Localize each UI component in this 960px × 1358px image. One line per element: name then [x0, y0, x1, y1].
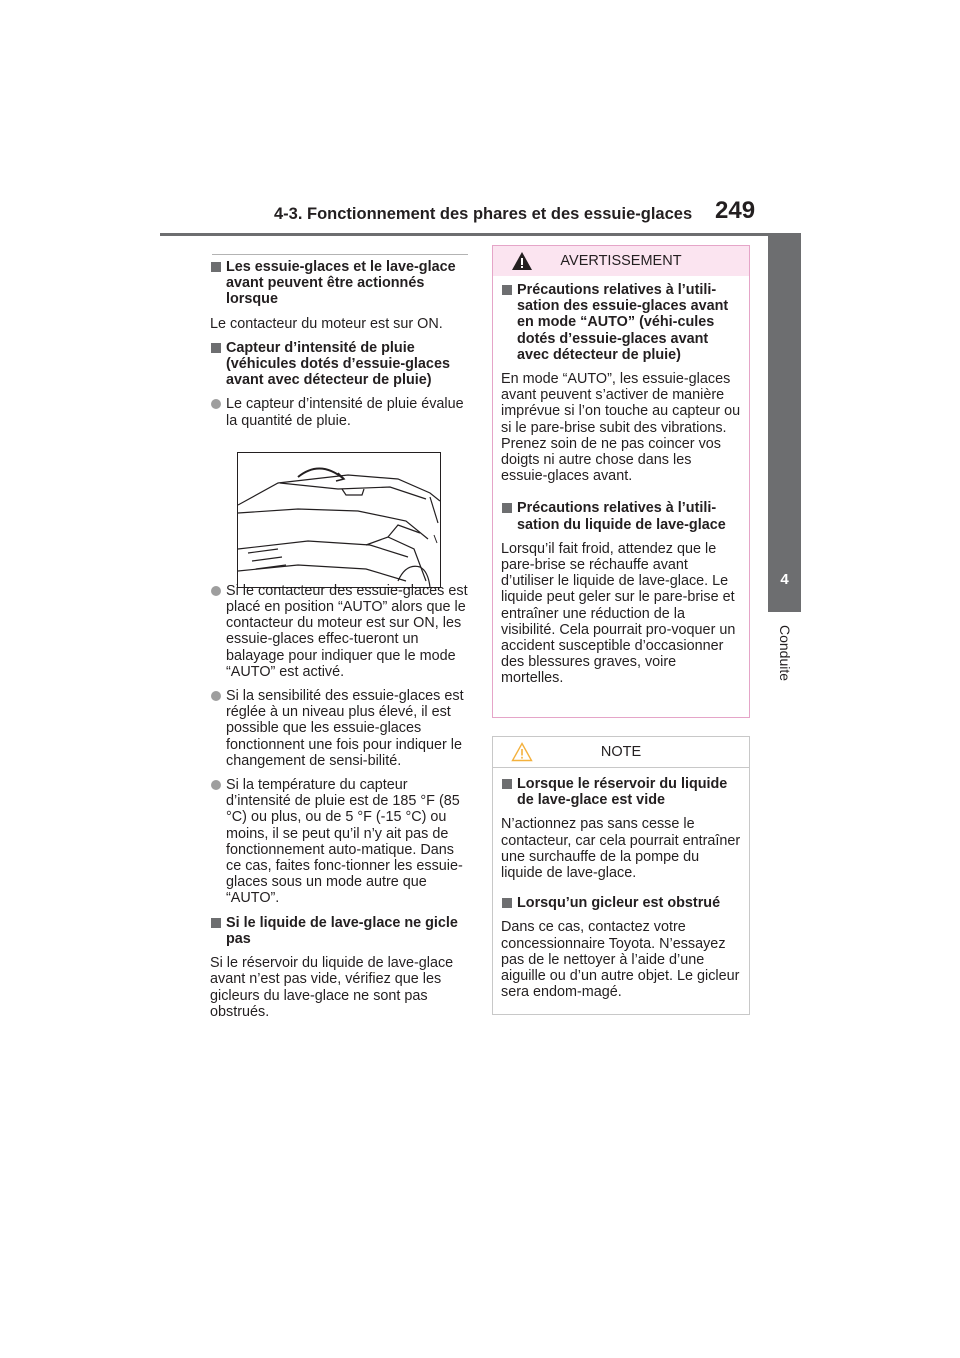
round-bullet-icon [211, 780, 221, 790]
section-title: 4-3. Fonctionnement des phares et des essuie-glaces [274, 205, 693, 223]
note-box [492, 736, 750, 1015]
paragraph-engine-on: Le contacteur du moteur est sur ON. [210, 315, 443, 332]
paragraph-cold-weather-warning: Lorsqu’il fait froid, attendez que le pare-brise se réchauffe avant d’utiliser le liquide de lave-glace. Le liquide peut geler sur le pare-brise et entraîner une réduction de la visibilité. Cela pourrait pro-voquer un accident susceptible d’occasionner des blessures graves, voire mortelles. [501, 540, 736, 687]
heading-nozzle-blocked [501, 895, 741, 911]
note-body [493, 768, 749, 1000]
heading-auto-mode-precautions [501, 282, 741, 363]
paragraph-auto-mode-warning: En mode “AUTO”, les essuie-glaces avant peuvent s’activer de manière imprévue si l’on touche au capteur ou si le pare-brise subit des vibrations. Prenez soin de ne pas coincer vos doigts ni autre chose dans les essuie-glaces avant. [501, 371, 741, 485]
car-windshield-illustration [237, 452, 441, 588]
heading-text: Les essuie-glaces et le lave-glace avant peuvent être actionnés lorsque [226, 259, 456, 308]
page-number: 249 [715, 197, 756, 224]
heading-rain-sensor [210, 340, 472, 389]
square-bullet-icon [211, 918, 221, 928]
warning-box [492, 245, 750, 718]
note-label: NOTE [600, 744, 642, 760]
bullet-auto-mode [210, 583, 472, 680]
bullet-sensitivity [210, 688, 472, 769]
heading-text: Précautions relatives à l’utili-sation du liquide de lave-glace [517, 500, 726, 533]
square-bullet-icon [502, 779, 512, 789]
heading-text: Lorsqu’un gicleur est obstrué [517, 895, 721, 912]
warning-header [493, 246, 749, 276]
bullet-temperature [210, 777, 472, 907]
bullet-text: Si le contacteur des essuie-glaces est placé en position “AUTO” alors que le contacteur du moteur est sur ON, les essuie-glaces effec-tueront un balayage pour indiquer que le mode “AUTO” est activé. [226, 582, 468, 680]
square-bullet-icon [211, 343, 221, 353]
column-rule [212, 254, 468, 255]
chapter-label-text: Conduite [777, 624, 793, 682]
warning-body [493, 276, 749, 687]
chapter-tab [768, 236, 801, 612]
square-bullet-icon [502, 898, 512, 908]
paragraph-check-nozzles: Si le réservoir du liquide de lave-glace avant n’est pas vide, vérifiez que les gicleurs du lave-glace ne sont pas obstrués. [210, 955, 454, 1020]
car-front-sketch [238, 453, 440, 587]
round-bullet-icon [211, 586, 221, 596]
heading-text: Précautions relatives à l’utili-sation des essuie-glaces avant en mode “AUTO” (véhi-cules dotés d’essuie-glaces avant avec détecteur de pluie) [517, 282, 729, 363]
bullet-text: Si la sensibilité des essuie-glaces est réglée à un niveau plus élevé, il est possible que les essuie-glaces fonctionnent une fois pour indiquer le changement de sensi-bilité. [226, 688, 464, 769]
round-bullet-icon [211, 399, 221, 409]
bullet-text: Le capteur d’intensité de pluie évalue la quantité de pluie. [226, 396, 464, 429]
square-bullet-icon [502, 285, 512, 295]
left-column [210, 259, 472, 1028]
heading-washer-fluid-precautions [501, 500, 741, 532]
heading-text: Capteur d’intensité de pluie (véhicules dotés d’essuie-glaces avant avec détecteur de pluie) [226, 339, 450, 389]
note-header [493, 737, 749, 768]
heading-washer-conditions [210, 259, 472, 308]
paragraph-nozzle-blocked: Dans ce cas, contactez votre concessionnaire Toyota. N’essayez pas de le nettoyer à l’aide d’une aiguille ou d’un autre objet. Le gicleur sera endom-magé. [501, 919, 740, 1001]
warning-label: AVERTISSEMENT [560, 253, 682, 269]
header-rule [160, 233, 801, 236]
heading-text: Si le liquide de lave-glace ne gicle pas [226, 914, 458, 947]
square-bullet-icon [211, 262, 221, 272]
paragraph-reservoir-empty: N’actionnez pas sans cesse le contacteur, car cela pourrait entraîner une surchauffe de la pompe du liquide de lave-glace. [501, 816, 741, 882]
heading-text: Lorsque le réservoir du liquide de lave-glace est vide [517, 776, 728, 809]
heading-washer-not-spraying [210, 915, 472, 947]
bullet-rain-sensor [210, 396, 472, 428]
square-bullet-icon [502, 503, 512, 513]
chapter-number: 4 [780, 571, 789, 588]
heading-reservoir-empty [501, 776, 741, 808]
bullet-text: Si la température du capteur d’intensité de pluie est de 185 °F (85 °C) ou plus, ou de 5 °F (-15 °C) ou moins, il se peut qu’il n’y ait pas de fonctionnement auto-matique. Dans ce cas, faites fonc-tionner les essuie-glaces sous un mode autre que “AUTO”. [226, 777, 463, 907]
chapter-label [758, 620, 812, 686]
round-bullet-icon [211, 691, 221, 701]
